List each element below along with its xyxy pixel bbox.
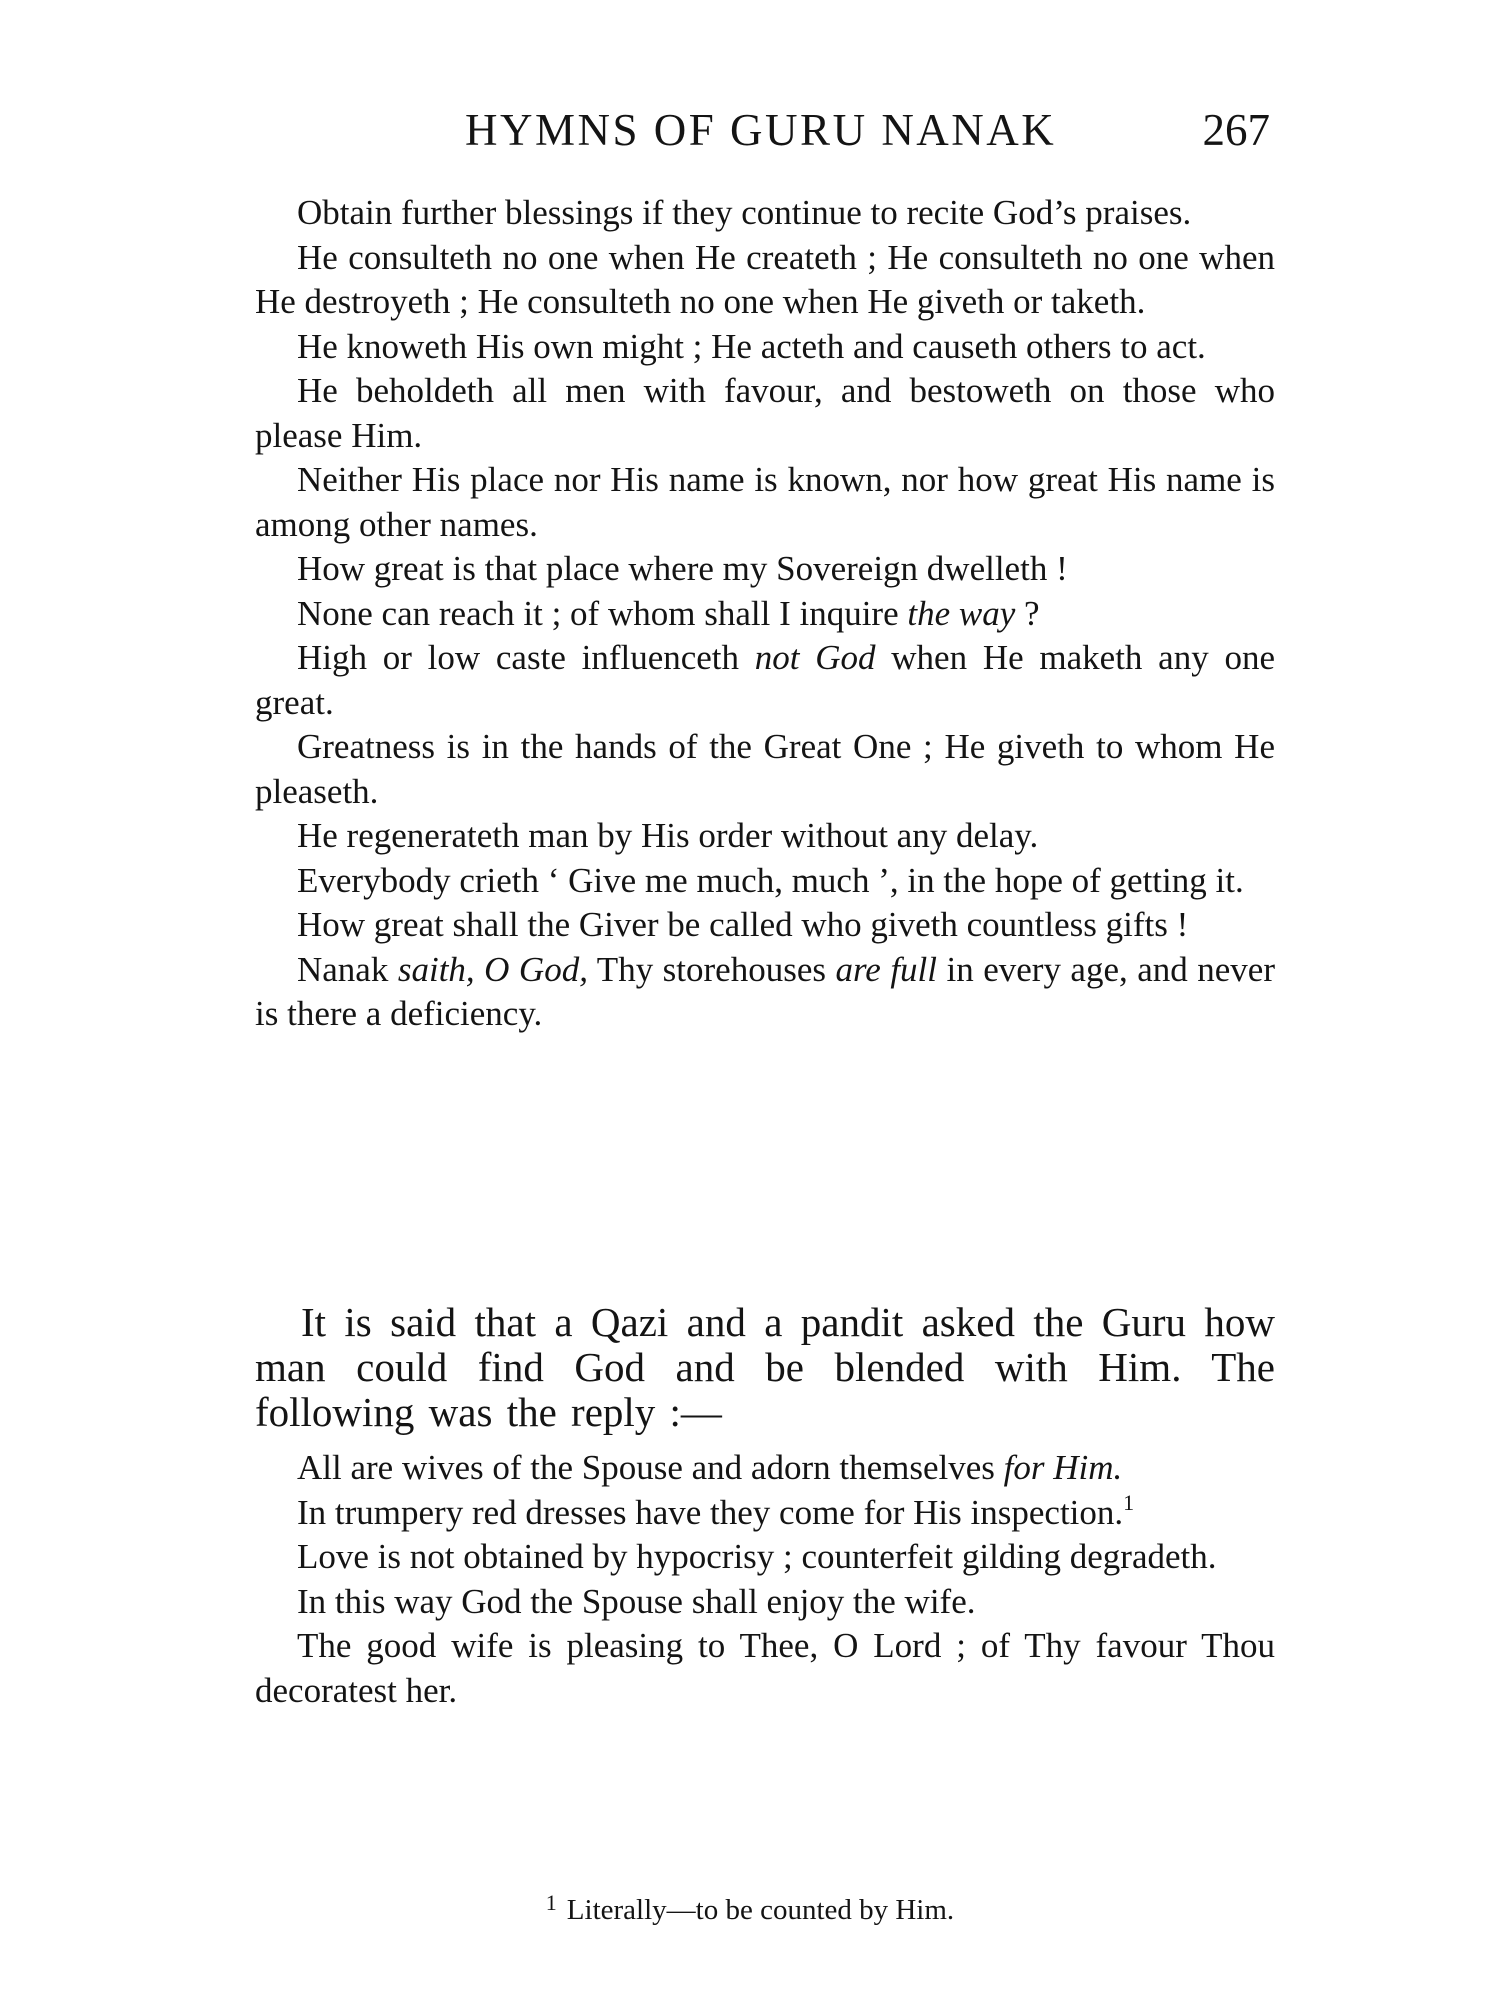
verse-line: He beholdeth all men with favour, and bestoweth on those who please Him. [255,371,1275,455]
verse-line: Love is not obtained by hypocrisy ; counterfeit gilding degradeth. [297,1537,1217,1576]
verse-line: Neither His place nor His name is known, nor how great His name is among other names. [255,460,1275,544]
verse-section-1 [255,191,1275,1037]
verse-line: All are wives of the Spouse and adorn themselves for Him. [297,1448,1123,1487]
running-head [255,104,1270,164]
italic-phrase: not God [754,638,876,677]
verse-line: Obtain further blessings if they continue to recite God’s praises. [297,193,1192,232]
verse-line: He consulteth no one when He createth ; He consulteth no one when He destroyeth ; He consulteth no one when He giveth or taketh. [255,237,1275,321]
verse-line: How great shall the Giver be called who giveth countless gifts ! [297,905,1189,944]
footnote [0,1890,1500,1927]
verse-section-2 [255,1446,1275,1713]
page-number: 267 [1202,105,1270,155]
verse-line: How great is that place where my Sovereign dwelleth ! [297,549,1068,588]
verse-line: None can reach it ; of whom shall I inquire the way ? [297,593,1040,633]
footnote-reference: 1 [1123,1489,1135,1515]
verse-line: Nanak saith, O God, Thy storehouses are full in every age, and never is there a deficiency. [255,949,1275,1033]
running-title: HYMNS OF GURU NANAK [465,105,1057,155]
verse-line: He knoweth His own might ; He acteth and causeth others to act. [297,326,1206,366]
verse-line: Greatness is in the hands of the Great One ; He giveth to whom He pleaseth. [255,727,1275,811]
italic-phrase: are full [835,949,938,989]
italic-phrase: the way [907,593,1016,633]
footnote-text: Literally—to be counted by Him. [566,1894,955,1926]
italic-phrase: for Him. [1003,1448,1123,1487]
verse-line: The good wife is pleasing to Thee, O Lord ; of Thy favour Thou decoratest her. [255,1626,1275,1710]
prose-text: It is said that a Qazi and a pandit asked the Guru how man could find God and be blended with Him. The following was the reply :— [255,1299,1275,1435]
verse-line: In trumpery red dresses have they come for His inspection.$^1$ [297,1489,1135,1532]
prose-paragraph [255,1300,1275,1435]
verse-line: High or low caste influenceth not God when He maketh any one great. [255,638,1275,722]
verse-line: Everybody crieth ‘ Give me much, much ’, in the hope of getting it. [297,860,1244,900]
verse-line: He regenerateth man by His order without any delay. [297,816,1039,855]
verse-line: In this way God the Spouse shall enjoy the wife. [297,1581,976,1621]
footnote-marker: 1 [545,1890,557,1915]
italic-phrase: saith, O God, [397,949,588,989]
